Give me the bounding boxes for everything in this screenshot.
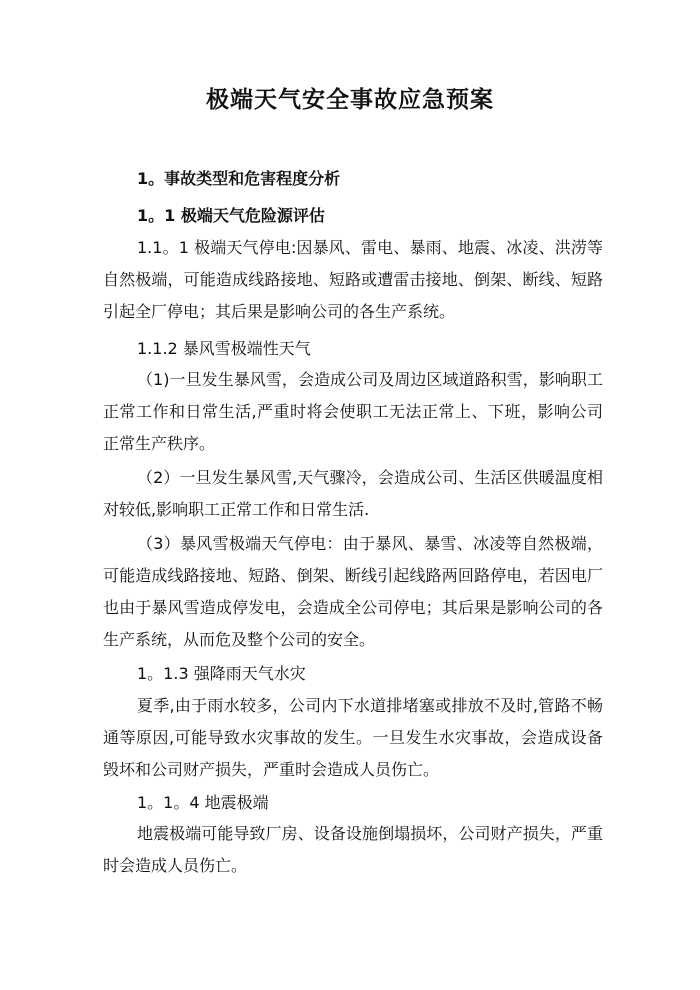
paragraph-power-outage: 1.1。1 极端天气停电:因暴风、雷电、暴雨、地震、冰凌、洪涝等自然极端，可能造成线路接地、短路或遭雷击接地、倒架、断线、短路引起全厂停电；其后果是影响公司的各生产系统。	[103, 238, 603, 321]
paragraph-snowstorm-3: （3）暴风雪极端天气停电：由于暴风、暴雪、冰凌等自然极端，可能造成线路接地、短路、倒架、断线引起线路两回路停电，若因电厂也由于暴风雪造成停发电，会造成全公司停电；其后果是影响公司的各生产系统，从而危及整个公司的安全。	[103, 534, 603, 649]
section-heading-1: 1。事故类型和危害程度分析	[137, 169, 341, 188]
subheading-1-1-3: 1。1.3 强降雨天气水灾	[137, 664, 306, 683]
document-title: 极端天气安全事故应急预案	[206, 87, 494, 113]
paragraph-snowstorm-1: （1)一旦发生暴风雪，会造成公司及周边区域道路积雪，影响职工正常工作和日常生活,严重时将会使职工无法正常上、下班，影响公司正常生产秩序。	[103, 370, 603, 453]
paragraph-earthquake: 地震极端可能导致厂房、设备设施倒塌损坏，公司财产损失，严重时会造成人员伤亡。	[103, 824, 603, 875]
paragraph-snowstorm-2: （2）一旦发生暴风雪,天气骤冷，会造成公司、生活区供暖温度相对较低,影响职工正常工作和日常生活.	[103, 468, 603, 519]
subheading-1-1-2: 1.1.2 暴风雪极端性天气	[137, 339, 311, 358]
paragraph-flood: 夏季,由于雨水较多，公司内下水道排堵塞或排放不及时,管路不畅通等原因,可能导致水灾事故的发生。一旦发生水灾事故，会造成设备毁坏和公司财产损失，严重时会造成人员伤亡。	[103, 696, 603, 779]
subheading-1-1-4: 1。1。4 地震极端	[137, 793, 269, 812]
section-heading-1-1: 1。1 极端天气危险源评估	[137, 206, 325, 225]
